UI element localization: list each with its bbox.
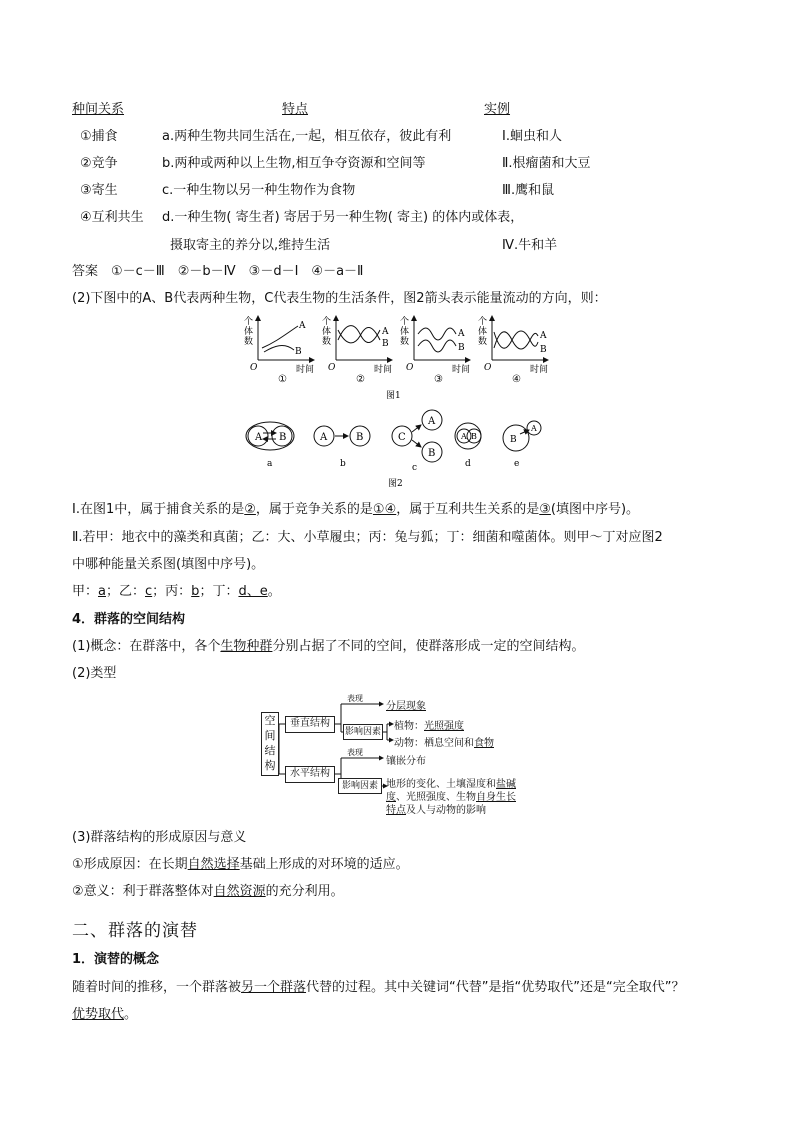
svg-text:A: A (255, 432, 263, 443)
feature-b: b.两种或两种以上生物,相互争夺资源和空间等 (162, 156, 426, 171)
svg-text:A: A (461, 432, 467, 441)
question-2: (2)下图中的A、B代表两种生物，C代表生物的生活条件，图2箭头表示能量流动的方向，则： (72, 291, 607, 306)
fig2-panel-d (455, 423, 481, 469)
succession-line-1: 随着时间的推移，一个群落被另一个群落代替的过程。其中关键词“代替”是指“优势取代”还是“完全取代”？ (72, 980, 685, 995)
fig1-caption: 图1 (386, 391, 401, 401)
meaning-line: ②意义：利于群落整体对自然资源的充分利用。 (72, 884, 344, 899)
svg-text:时间: 时间 (452, 365, 471, 375)
panel-label-4: ④ (512, 374, 521, 385)
svg-text:a: a (267, 459, 273, 469)
feature-a: a.两种生物共同生活在,一起，相互依存，彼此有利 (162, 129, 452, 144)
table-header-feature: 特点 (282, 102, 309, 117)
feature-d: d.一种生物( 寄生者) 寄居于另一种生物( 寄主) 的体内或体表， (162, 210, 524, 225)
table-header-relation: 种间关系 (72, 102, 125, 117)
fig2-panel-c (392, 410, 442, 473)
svg-text:时间: 时间 (296, 365, 315, 375)
svg-text:A: A (320, 432, 328, 443)
answer-II-line3: 甲：a；乙：c；丙：b；丁：d、e。 (72, 584, 281, 599)
type-label: (2)类型 (72, 666, 117, 681)
section-4-title: 4．群落的空间结构 (72, 612, 186, 627)
svg-text:B: B (295, 347, 302, 357)
answer-II-line1: Ⅱ.若甲：地衣中的藻类和真菌；乙：大、小草履虫；丙：兔与狐；丁：细菌和噬菌体。则甲～丁对应图2 (72, 530, 663, 545)
svg-text:表现: 表现 (347, 748, 363, 757)
fig1-panel-1 (244, 315, 314, 385)
diagram-factors-2: 度、光照强度、生物自身生长 (386, 792, 516, 803)
svg-text:c: c (412, 463, 418, 473)
figure-1 (236, 312, 549, 402)
fig2-panel-b (314, 426, 370, 469)
diagram-layer: 分层现象 (386, 701, 426, 712)
diagram-plant: 植物：光照强度 (394, 721, 464, 732)
svg-text:A: A (428, 416, 436, 427)
svg-text:B: B (428, 448, 436, 459)
figure-2 (240, 406, 550, 490)
diagram-vertical: 垂直结构 (285, 716, 335, 733)
answer-1: 答案 ①－c－Ⅲ ②－b－Ⅳ ③－d－Ⅰ ④－a－Ⅱ (72, 264, 364, 279)
svg-text:O: O (406, 363, 414, 373)
svg-text:表现: 表现 (347, 694, 363, 703)
example-4: Ⅳ.牛和羊 (502, 238, 558, 253)
diagram-horizontal: 水平结构 (285, 766, 335, 783)
svg-text:数: 数 (244, 337, 254, 347)
svg-text:A: A (299, 321, 306, 331)
svg-text:B: B (510, 435, 517, 445)
diagram-factor-horizontal: 影响因素 (338, 778, 382, 794)
section-3-title: (3)群落结构的形成原因与意义 (72, 830, 247, 845)
svg-text:O: O (328, 363, 336, 373)
example-1: Ⅰ.蛔虫和人 (502, 129, 562, 144)
relation-competition: ②竞争 (80, 156, 118, 171)
svg-text:B: B (279, 432, 287, 443)
diagram-factors-1: 地形的变化、土壤湿度和盐碱 (386, 779, 516, 790)
diagram-mosaic: 镶嵌分布 (386, 756, 426, 767)
fig1-panel-3 (400, 315, 470, 385)
panel-label-3: ③ (434, 374, 443, 385)
svg-text:e: e (514, 459, 520, 469)
svg-text:B: B (458, 343, 465, 353)
svg-text:b: b (340, 459, 346, 469)
fig2-panel-e (503, 421, 541, 469)
relation-mutualism: ④互利共生 (80, 210, 144, 225)
reason-line: ①形成原因：在长期自然选择基础上形成的对环境的适应。 (72, 857, 409, 872)
svg-text:d: d (465, 459, 471, 469)
concept-line: (1)概念：在群落中，各个生物种群分别占据了不同的空间，使群落形成一定的空间结构。 (72, 639, 585, 654)
svg-text:A: A (540, 331, 547, 341)
svg-text:体: 体 (322, 327, 332, 337)
svg-text:C: C (398, 432, 406, 443)
svg-text:O: O (250, 363, 258, 373)
svg-text:B: B (382, 339, 389, 349)
svg-text:B: B (356, 432, 364, 443)
svg-text:个: 个 (478, 317, 488, 327)
part-2-title: 二、群落的演替 (72, 921, 198, 941)
svg-text:A: A (458, 329, 465, 339)
fig1-panel-4 (478, 315, 548, 385)
svg-text:数: 数 (400, 337, 410, 347)
example-2: Ⅱ.根瘤菌和大豆 (502, 156, 591, 171)
svg-text:A: A (382, 327, 389, 337)
part-2-sub: 1．演替的概念 (72, 952, 160, 967)
svg-text:数: 数 (322, 337, 332, 347)
svg-text:个: 个 (400, 317, 410, 327)
table-header-example: 实例 (484, 102, 511, 117)
fig2-panel-a (246, 422, 294, 469)
svg-text:时间: 时间 (374, 365, 393, 375)
ylabel-1: 个 (244, 317, 254, 327)
panel-label-2: ② (356, 374, 365, 385)
svg-text:体: 体 (400, 327, 410, 337)
svg-text:A: A (531, 424, 537, 433)
svg-text:B: B (540, 345, 547, 355)
relation-parasitism: ③寄生 (80, 183, 118, 198)
relation-predation: ①捕食 (80, 129, 118, 144)
svg-text:体: 体 (244, 327, 254, 337)
example-3: Ⅲ.鹰和鼠 (502, 183, 555, 198)
diagram-factors-3: 特点及人与动物的影响 (386, 805, 486, 816)
svg-text:时间: 时间 (530, 365, 549, 375)
diagram-factor-vertical: 影响因素 (343, 724, 383, 740)
answer-I: Ⅰ.在图1中，属于捕食关系的是②，属于竞争关系的是①④，属于互利共生关系的是③(填图中序号)。 (72, 502, 640, 517)
fig1-panel-2 (322, 315, 392, 385)
diagram-root: 空间结构 (261, 712, 279, 776)
panel-label-1: ① (278, 374, 287, 385)
svg-text:体: 体 (478, 327, 488, 337)
succession-line-2: 优势取代。 (72, 1007, 138, 1022)
feature-d-cont: 摄取寄主的养分以,维持生活 (170, 238, 331, 253)
svg-text:B: B (471, 432, 477, 441)
feature-c: c.一种生物以另一种生物作为食物 (162, 183, 356, 198)
svg-text:O: O (484, 363, 492, 373)
diagram-animal: 动物：栖息空间和食物 (394, 738, 494, 749)
svg-text:数: 数 (478, 337, 488, 347)
fig2-caption: 图2 (388, 479, 403, 489)
answer-II-line2: 中哪种能量关系图(填图中序号)。 (72, 557, 265, 572)
svg-text:个: 个 (322, 317, 332, 327)
